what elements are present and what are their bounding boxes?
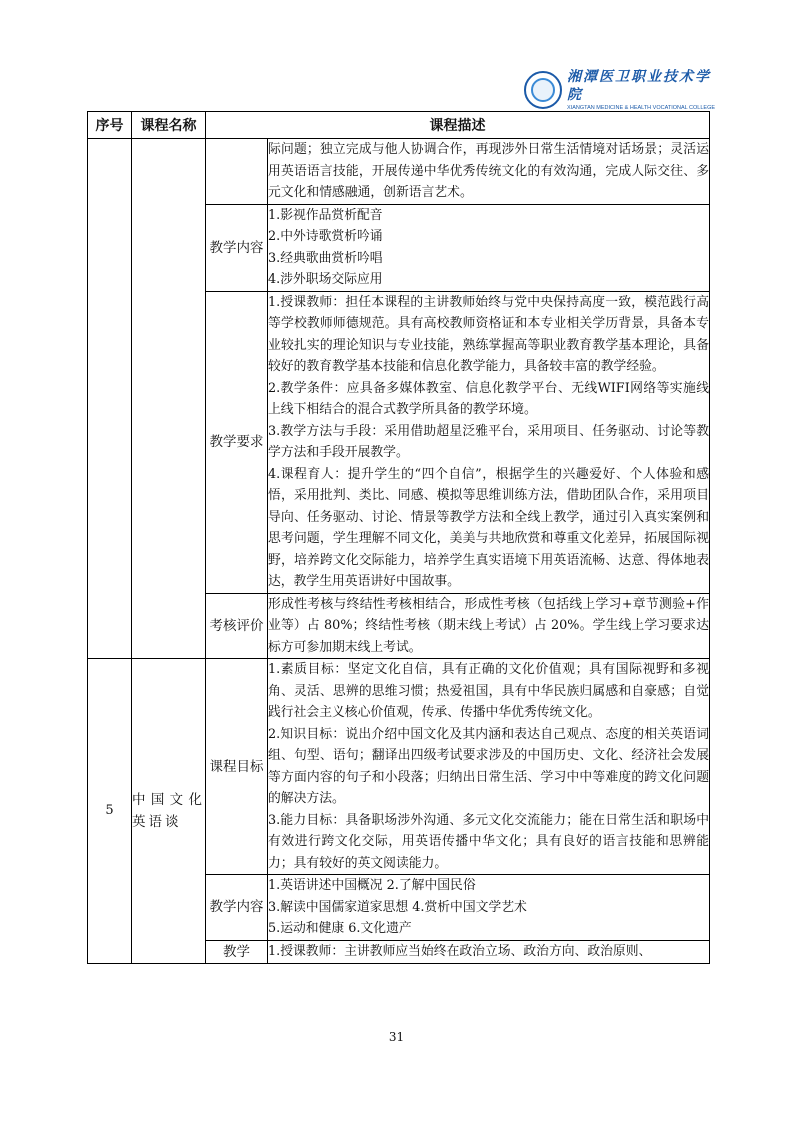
table-row <box>88 139 710 205</box>
row-label: 教学内容 <box>206 204 268 291</box>
course-name-cell: 中国文化英语谈 <box>132 659 206 964</box>
row-label: 教学 <box>206 940 268 963</box>
table-row <box>88 659 710 875</box>
desc-paragraph: 际问题；独立完成与他人协调合作，再现涉外日常生活情境对话场景；灵活运用英语语言技能，开展传递中华优秀传统文化的有效沟通，完成人际交往、多元文化和情感融通，创新语言艺术。 <box>268 142 709 200</box>
logo-chinese-name: 湘潭医卫职业技术学院 <box>567 69 711 103</box>
desc-cell <box>268 659 710 875</box>
page-number: 31 <box>388 1030 405 1044</box>
label-cell-empty <box>206 139 268 205</box>
desc-cell <box>268 875 710 941</box>
desc-cell <box>268 593 710 659</box>
row-label: 考核评价 <box>206 593 268 659</box>
course-table <box>87 111 710 964</box>
desc-paragraph: 3.能力目标：具备职场涉外沟通、多元文化交流能力；能在日常生活和职场中有效进行跨文化交际，用英语传播中华文化；具有良好的语言技能和思辨能力；具有较好的英文阅读能力。 <box>268 812 709 871</box>
seq-cell: 5 <box>88 659 132 964</box>
desc-line: 1.影视作品赏析配音 <box>268 207 383 223</box>
college-logo <box>524 70 716 110</box>
seq-cell-prev <box>88 139 132 659</box>
desc-cell <box>268 940 710 963</box>
header-seq: 序号 <box>88 112 132 139</box>
desc-paragraph: 3.教学方法与手段：采用借助超星泛雅平台，采用项目、任务驱动、讨论等教学方法和手段开展教学。 <box>268 423 709 460</box>
header-course-name: 课程名称 <box>132 112 206 139</box>
logo-english-name: XIANGTAN MEDICINE & HEALTH VOCATIONAL COLLEGE <box>567 105 716 111</box>
desc-paragraph: 形成性考核与终结性考核相结合，形成性考核（包括线上学习+章节测验+作业等）占 80%；终结性考核（期末线上考试）占 20%。学生线上学习要求达标方可参加期末线上考试。 <box>268 596 709 655</box>
desc-paragraph: 2.知识目标：说出介绍中国文化及其内涵和表达自己观点、态度的相关英语词组、句型、语句；翻译出四级考试要求涉及的中国历史、文化、经济社会发展等方面内容的句子和小段落；归纳出日常生活、学习中中等难度的跨文化问题的解决方法。 <box>268 726 709 806</box>
desc-line: 4.涉外职场交际应用 <box>268 272 383 287</box>
row-label: 教学要求 <box>206 291 268 593</box>
desc-line: 2.中外诗歌赏析吟诵 <box>268 229 383 244</box>
desc-line: 1.英语讲述中国概况 2.了解中国民俗 <box>268 878 476 893</box>
desc-cell <box>268 291 710 593</box>
desc-cell <box>268 139 710 205</box>
desc-paragraph: 4.课程育人：提升学生的“四个自信”，根据学生的兴趣爱好、个人体验和感悟，采用批判、类比、同感、模拟等思维训练方法，借助团队合作，采用项目导向、任务驱动、讨论、情景等教学方法和全线上教学，通过引入真实案例和思考问题，学生理解不同文化，美美与共地欣赏和尊重文化差异，拓展国际视野，培养跨文化交际能力，培养学生真实语境下用英语流畅、达意、得体地表达，教学生用英语讲好中国故事。 <box>268 466 709 589</box>
desc-line: 3.解读中国儒家道家思想 4.赏析中国文学艺术 <box>268 899 527 915</box>
desc-paragraph: 1.素质目标：坚定文化自信，具有正确的文化价值观；具有国际视野和多视角、灵活、思辨的思维习惯；热爱祖国，具有中华民族归属感和自豪感；自觉践行社会主义核心价值观，传承、传播中华优秀传统文化。 <box>268 662 709 720</box>
college-emblem-icon <box>524 71 562 109</box>
row-label: 课程目标 <box>206 659 268 875</box>
table-header-row <box>88 112 710 139</box>
desc-paragraph: 1.授课教师：担任本课程的主讲教师始终与党中央保持高度一致，模范践行高等学校教师师德规范。具有高校教师资格证和本专业相关学历背景，具备本专业较扎实的理论知识与专业技能，熟练掌握高等职业教育教学基本理论，具备较好的教育教学基本技能和信息化教学能力，具备较丰富的教学经验。 <box>268 294 709 374</box>
course-name-cell-prev <box>132 139 206 659</box>
desc-paragraph: 2.教学条件：应具备多媒体教室、信息化教学平台、无线WIFI网络等实施线上线下相结合的混合式教学所具备的教学环境。 <box>268 380 709 417</box>
row-label: 教学内容 <box>206 875 268 941</box>
header-course-desc: 课程描述 <box>206 112 710 139</box>
desc-line: 5.运动和健康 6.文化遗产 <box>268 921 412 936</box>
desc-line: 1.授课教师：主讲教师应当始终在政治立场、政治方向、政治原则、 <box>268 943 652 959</box>
desc-line: 3.经典歌曲赏析吟唱 <box>268 250 383 266</box>
desc-cell <box>268 204 710 291</box>
